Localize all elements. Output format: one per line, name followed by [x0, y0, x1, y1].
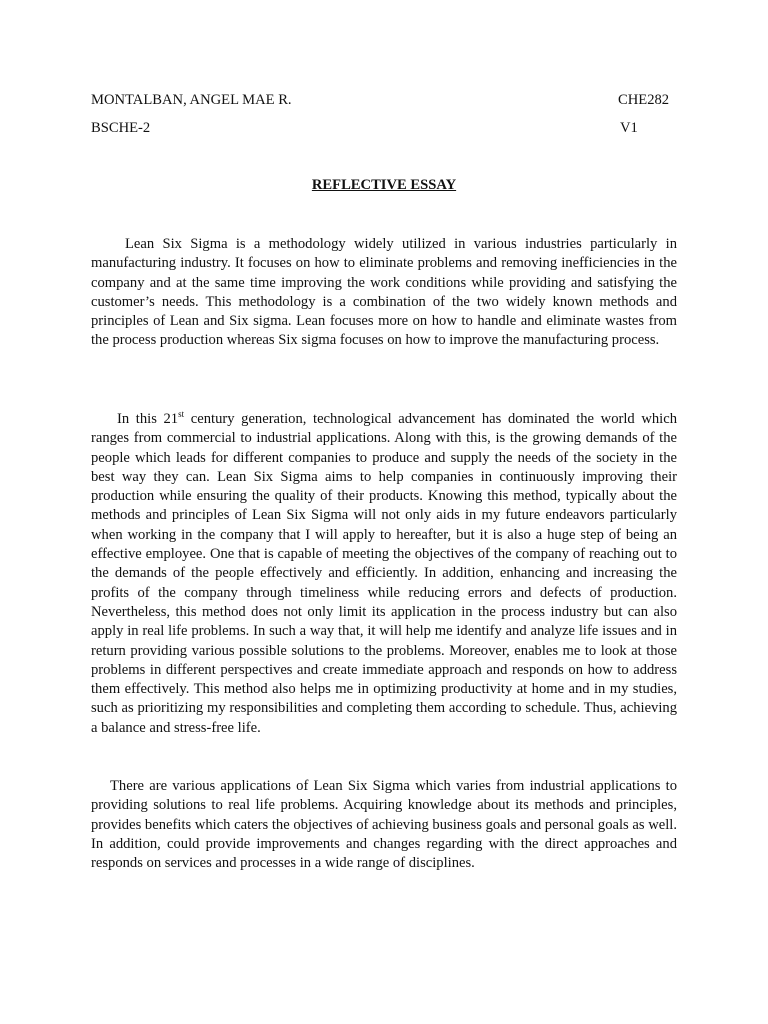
header-row-2	[91, 120, 677, 140]
ordinal-suffix: st	[178, 409, 185, 420]
essay-title: REFLECTIVE ESSAY	[311, 177, 457, 193]
paragraph-1: Lean Six Sigma is a methodology widely utilized in various industries particularly in manufacturing industry. It focuses on how to eliminate problems and removing inefficiencies in the company and at the same time improving the work conditions while providing and satisfying the customer’s needs. This methodology is a combination of the two widely known methods and principles of Lean and Six sigma. Lean focuses more on how to handle and eliminate wastes from the process production whereas Six sigma focuses on how to improve the manufacturing process.	[91, 236, 677, 349]
header-row-1	[91, 92, 677, 112]
course-code: CHE282	[618, 92, 670, 108]
version-label: V1	[620, 120, 638, 136]
paragraph-3: There are various applications of Lean Six Sigma which varies from industrial applications to providing solutions to real life problems. Acquiring knowledge about its methods and principles, provides benefits which caters the objectives of achieving business goals and personal goals as well. In addition, could provide improvements and changes regarding with the direct approaches and responds on services and processes in a wide range of disciplines.	[91, 778, 677, 872]
student-name: MONTALBAN, ANGEL MAE R.	[91, 92, 292, 108]
section-label: BSCHE-2	[91, 120, 151, 136]
paragraph-2	[91, 410, 677, 738]
paragraph-2-lead: In this 21	[117, 411, 179, 427]
paragraph-2-body: century generation, technological advancement has dominated the world which ranges from commercial to industrial applications. Along with this, is the growing demands of the people which leads for different companies to produce and supply the needs of the society in the best way they can. Lean Six Sigma aims to help companies in continuously improving their production while ensuring the quality of their products. Knowing this method, typically about the methods and principles of Lean Six Sigma will not only aids in my future endeavors particularly when working in the company that I will apply to hereafter, but it is also a huge step of being an effective employee. One that is capable of meeting the objectives of the company of reaching out to the demands of the people effectively and efficiently. In addition, enhancing and increasing the profits of the company through timeliness while reducing errors and defects of production. Nevertheless, this method does not only limit its application in the process industry but can also apply in real life problems. In such a way that, it will help me identify and analyze life issues and in return providing various possible solutions to the problems. Moreover, enables me to look at those problems in different perspectives and create immediate approach and responds on how to address them effectively. This method also helps me in optimizing productivity at home and in my studies, such as prioritizing my responsibilities and completing them according to schedule. Thus, achieving a balance and stress-free life.	[91, 411, 677, 736]
